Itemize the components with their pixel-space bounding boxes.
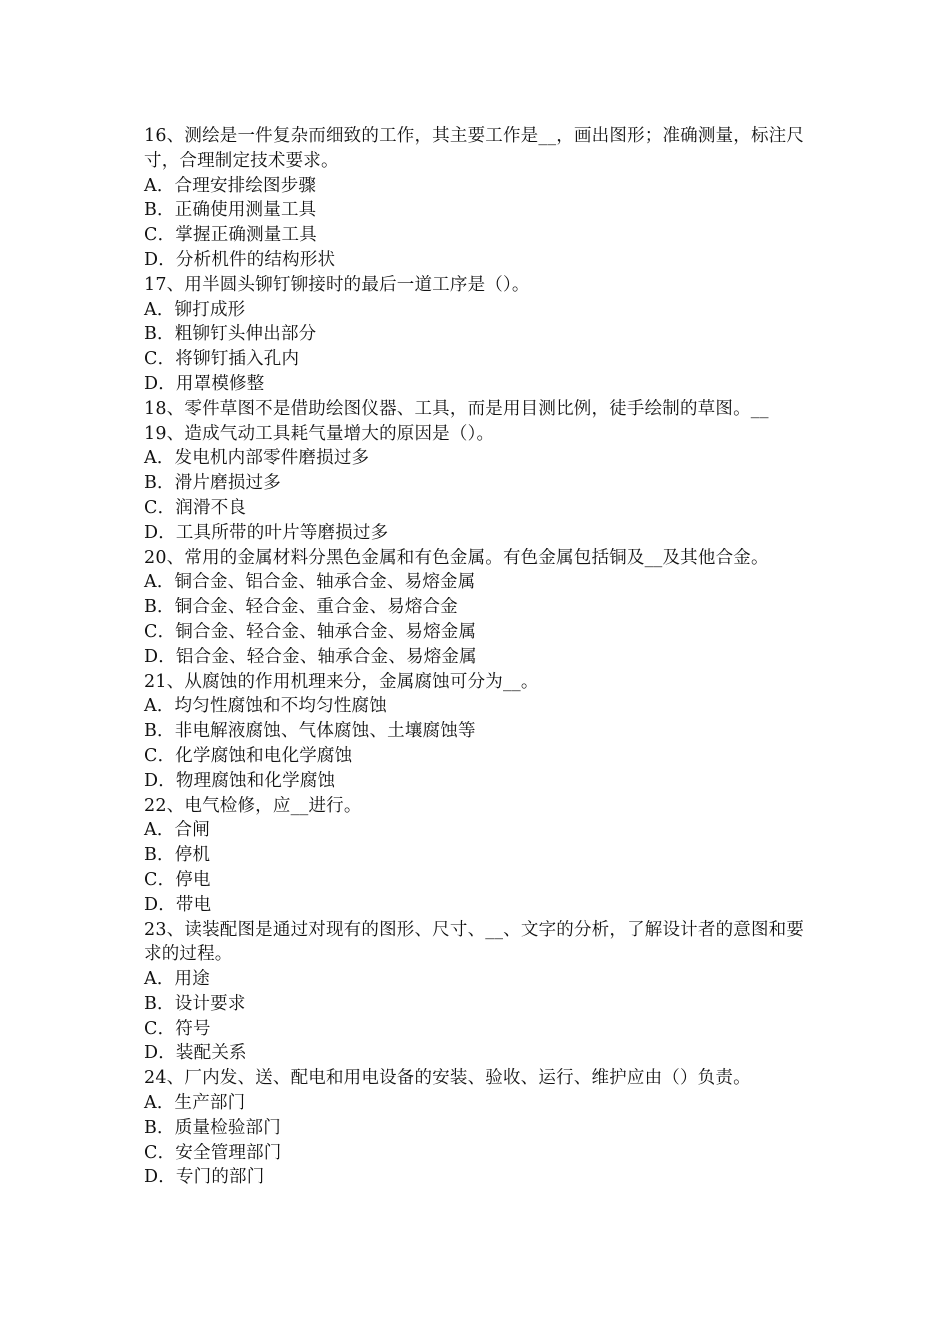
option-d: D．铝合金、轻合金、轴承合金、易熔金属 — [144, 646, 477, 667]
option-c: C．停电 — [144, 869, 211, 890]
question-block — [144, 124, 812, 273]
question-text: 20、常用的金属材料分黑色金属和有色金属。有色金属包括铜及__及其他合金。 — [144, 547, 769, 568]
option-a: A．合闸 — [144, 820, 210, 841]
option-d: D．分析机件的结构形状 — [144, 249, 336, 270]
option-b: B．粗铆钉头伸出部分 — [144, 324, 317, 345]
option-a: A．均匀性腐蚀和不均匀性腐蚀 — [144, 696, 387, 717]
option-b: B．滑片磨损过多 — [144, 473, 281, 494]
option-c: C．掌握正确测量工具 — [144, 225, 317, 246]
question-text: 18、零件草图不是借助绘图仪器、工具，而是用目测比例，徒手绘制的草图。__ — [144, 398, 769, 419]
option-a: A．铆打成形 — [144, 299, 246, 320]
question-block — [144, 918, 812, 1067]
option-d: D．专门的部门 — [144, 1167, 265, 1188]
option-a: A．用途 — [144, 969, 210, 990]
option-c: C．将铆钉插入孔内 — [144, 349, 300, 370]
question-text: 17、用半圆头铆钉铆接时的最后一道工序是（）。 — [144, 274, 530, 295]
question-text: 21、从腐蚀的作用机理来分，金属腐蚀可分为__。 — [144, 671, 539, 692]
option-d: D．工具所带的叶片等磨损过多 — [144, 522, 389, 543]
option-c: C．安全管理部门 — [144, 1142, 282, 1163]
question-list — [144, 124, 812, 1190]
option-d: D．装配关系 — [144, 1043, 247, 1064]
question-text: 23、读装配图是通过对现有的图形、尺寸、__、文字的分析，了解设计者的意图和要求的过程。 — [144, 919, 805, 965]
option-a: A．铜合金、铝合金、轴承合金、易熔金属 — [144, 572, 476, 593]
option-b: B．停机 — [144, 845, 211, 866]
question-text: 22、电气检修，应__进行。 — [144, 795, 362, 816]
question-text: 16、测绘是一件复杂而细致的工作，其主要工作是__，画出图形；准确测量，标注尺寸，合理制定技术要求。 — [144, 126, 805, 171]
question-block — [144, 273, 812, 397]
option-a: A．发电机内部零件磨损过多 — [144, 448, 370, 469]
question-text: 19、造成气动工具耗气量增大的原因是（）。 — [144, 423, 495, 444]
question-text: 24、厂内发、送、配电和用电设备的安装、验收、运行、维护应由（）负责。 — [144, 1068, 751, 1089]
option-b: B．设计要求 — [144, 993, 246, 1014]
question-block — [144, 1066, 812, 1190]
option-c: C．铜合金、轻合金、轴承合金、易熔金属 — [144, 621, 477, 642]
option-b: B．铜合金、轻合金、重合金、易熔合金 — [144, 597, 458, 618]
question-block — [144, 794, 812, 918]
option-b: B．正确使用测量工具 — [144, 200, 317, 221]
option-d: D．带电 — [144, 894, 212, 915]
option-c: C．符号 — [144, 1018, 211, 1039]
option-a: A．生产部门 — [144, 1093, 246, 1114]
option-b: B．质量检验部门 — [144, 1117, 281, 1138]
option-d: D．用罩模修整 — [144, 373, 265, 394]
question-block — [144, 397, 812, 422]
option-b: B．非电解液腐蚀、气体腐蚀、土壤腐蚀等 — [144, 721, 476, 742]
question-block — [144, 670, 812, 794]
option-a: A．合理安排绘图步骤 — [144, 175, 317, 196]
option-d: D．物理腐蚀和化学腐蚀 — [144, 770, 336, 791]
question-block — [144, 422, 812, 546]
option-c: C．润滑不良 — [144, 497, 247, 518]
question-block — [144, 546, 812, 670]
option-c: C．化学腐蚀和电化学腐蚀 — [144, 745, 353, 766]
